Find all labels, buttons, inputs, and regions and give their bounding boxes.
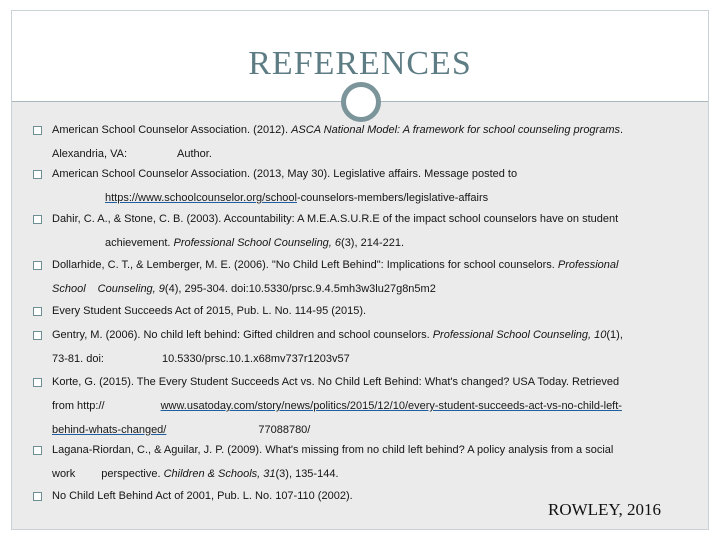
- ref-title: Children & Schools, 31: [163, 468, 276, 480]
- square-bullet-icon: [33, 126, 42, 135]
- square-bullet-icon: [33, 446, 42, 455]
- square-bullet-icon: [33, 170, 42, 179]
- ref-text: achievement.: [105, 237, 174, 249]
- square-bullet-icon: [33, 331, 42, 340]
- ref-text: (3), 214-221.: [341, 237, 405, 249]
- ref-text: Dahir, C. A., & Stone, C. B. (2003). Accountability: A M.E.A.S.U.R.E of the impact school counselors have on student: [52, 213, 619, 225]
- ref-title: Professional: [557, 259, 619, 271]
- square-bullet-icon: [33, 215, 42, 224]
- ref-text: Gentry, M. (2006). No child left behind: Gifted children and school counselors.: [52, 329, 433, 341]
- ref-text: perspective.: [101, 468, 164, 480]
- ref-link[interactable]: www.usatoday.com/story/news/politics/2015/12/10/every-student-succeeds-act-vs-no-child-left-: [160, 400, 622, 412]
- ref-text: 73-81. doi:: [52, 353, 104, 365]
- ref-title: Counseling, 9: [97, 283, 165, 295]
- square-bullet-icon: [33, 307, 42, 316]
- reference-item: [33, 438, 693, 486]
- ref-text: (1),: [606, 329, 623, 341]
- ref-text: 77088780/: [258, 424, 311, 436]
- ref-title: Professional School Counseling, 6: [173, 237, 342, 249]
- ref-title: ASCA National Model: A framework for school counseling programs: [291, 124, 620, 136]
- ref-text: Author.: [177, 148, 212, 160]
- reference-item: [33, 323, 693, 371]
- ref-text: work: [52, 468, 76, 480]
- ref-text: Alexandria, VA:: [52, 148, 128, 160]
- page-title: REFERENCES: [248, 45, 472, 82]
- ref-text: 10.5330/prsc.10.1.x68mv737r1203v57: [161, 353, 350, 365]
- reference-item: [33, 370, 693, 442]
- reference-item: [33, 162, 693, 210]
- reference-item: [33, 299, 693, 323]
- ref-text: Korte, G. (2015). The Every Student Succeeds Act vs. No Child Left Behind: What's changed? USA Today. Retrieved: [52, 376, 620, 388]
- reference-item: [33, 253, 693, 301]
- ref-text: Every Student Succeeds Act of 2015, Pub. L. No. 114-95 (2015).: [52, 305, 367, 317]
- footer-credit: ROWLEY, 2016: [548, 500, 662, 519]
- ref-link[interactable]: https://www.schoolcounselor.org/school: [105, 192, 297, 204]
- ref-text: (4), 295-304. doi:10.5330/prsc.9.4.5mh3w3lu27g8n5m2: [164, 283, 436, 295]
- square-bullet-icon: [33, 261, 42, 270]
- ref-title: Professional School Counseling, 10: [432, 329, 607, 341]
- ref-link[interactable]: behind-whats-changed/: [52, 424, 167, 436]
- ref-text: American School Counselor Association. (2012).: [52, 124, 292, 136]
- ref-text: -counselors-members/legislative-affairs: [297, 192, 489, 204]
- reference-item: [33, 207, 693, 255]
- ref-text: American School Counselor Association. (2013, May 30). Legislative affairs. Message posted to: [52, 168, 518, 180]
- square-bullet-icon: [33, 378, 42, 387]
- ref-text: from http://: [52, 400, 105, 412]
- ref-text: Lagana-Riordan, C., & Aguilar, J. P. (2009). What's missing from no child left behind? A policy analysis from a social: [52, 444, 614, 456]
- ref-text: No Child Left Behind Act of 2001, Pub. L. No. 107-110 (2002).: [52, 490, 353, 502]
- square-bullet-icon: [33, 492, 42, 501]
- ref-text: (3), 135-144.: [275, 468, 339, 480]
- ref-text: Dollarhide, C. T., & Lemberger, M. E. (2006). "No Child Left Behind": Implications for school counselors.: [52, 259, 558, 271]
- ref-title: School: [52, 283, 86, 295]
- ref-text: .: [620, 124, 624, 136]
- reference-item: [33, 118, 693, 166]
